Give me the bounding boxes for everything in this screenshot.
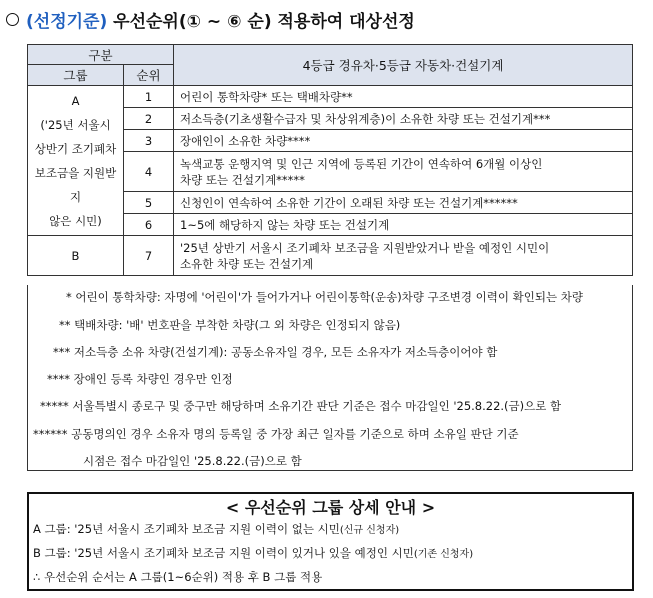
footnote bbox=[33, 426, 519, 442]
footnote-mark: **** bbox=[47, 372, 70, 386]
rank-cell: 3 bbox=[124, 130, 174, 152]
footnote bbox=[40, 398, 561, 414]
footnote-text: 공동명의인 경우 소유자 명의 등록일 중 가장 최근 일자를 기준으로 하며 소유일 판단 기준 bbox=[71, 427, 519, 441]
guide-a-sub: (신규 신청자) bbox=[339, 525, 400, 536]
guide-title: < 우선순위 그룹 상세 안내 > bbox=[225, 498, 436, 517]
priority-table bbox=[27, 44, 633, 276]
footnote-text: 장애인 등록 차량인 경우만 인정 bbox=[73, 372, 233, 386]
rank-cell: 5 bbox=[124, 192, 174, 214]
desc-cell: 신청인이 연속하여 소유한 기간이 오래된 차량 또는 건설기계****** bbox=[174, 192, 633, 214]
footnotes bbox=[27, 285, 633, 471]
footnote-mark: ** bbox=[59, 318, 71, 332]
footnote bbox=[47, 371, 233, 387]
title-keyword: (선정기준) bbox=[26, 12, 108, 32]
rank-cell: 6 bbox=[124, 214, 174, 236]
circle-bullet-icon bbox=[6, 13, 19, 26]
footnote bbox=[66, 289, 583, 305]
table-row bbox=[28, 236, 633, 276]
rank-cell: 1 bbox=[124, 86, 174, 108]
desc-cell: 1~5에 해당하지 않는 차량 또는 건설기계 bbox=[174, 214, 633, 236]
footnote bbox=[53, 344, 497, 360]
desc-line: '25년 상반기 서울시 조기폐차 보조금을 지원받았거나 받을 예정인 시민이 bbox=[180, 240, 550, 255]
group-a-line: 않은 시민) bbox=[49, 213, 102, 228]
title-text: 우선순위(① ~ ⑥ 순) 적용하여 대상선정 bbox=[113, 12, 415, 32]
header-group: 그룹 bbox=[28, 65, 124, 86]
table-row bbox=[28, 86, 633, 108]
group-a-line: 상반기 조기폐차 bbox=[34, 141, 117, 156]
desc-cell bbox=[174, 236, 633, 276]
guide-b-main: B 그룹: '25년 서울시 조기폐차 보조금 지원 이력이 있거나 있을 예정인 시민 bbox=[33, 546, 414, 560]
header-target: 4등급 경유차·5등급 자동차·건설기계 bbox=[174, 45, 633, 86]
desc-cell: 장애인이 소유한 차량**** bbox=[174, 130, 633, 152]
group-a-line: ('25년 서울시 bbox=[40, 117, 111, 132]
rank-cell: 7 bbox=[124, 236, 174, 276]
guide-a-main: A 그룹: '25년 서울시 조기폐차 보조금 지원 이력이 없는 시민 bbox=[33, 522, 340, 536]
desc-cell: 어린이 통학차량* 또는 택배차량** bbox=[174, 86, 633, 108]
desc-line: 차량 또는 건설기계***** bbox=[180, 172, 305, 187]
footnote-continuation: 시점은 접수 마감일인 '25.8.22.(금)으로 함 bbox=[83, 454, 302, 468]
footnote-text: 서울특별시 종로구 및 중구만 해당하며 소유기간 판단 기준은 접수 마감일인 '25.8.22.(금)으로 함 bbox=[72, 399, 562, 413]
group-a-name: A bbox=[71, 93, 80, 108]
page-title bbox=[6, 7, 415, 32]
rank-cell: 4 bbox=[124, 152, 174, 192]
footnote bbox=[59, 317, 400, 333]
desc-cell: 저소득층(기초생활수급자 및 차상위계층)이 소유한 차량 또는 건설기계*** bbox=[174, 108, 633, 130]
group-b-cell: B bbox=[28, 236, 124, 276]
desc-cell bbox=[174, 152, 633, 192]
footnote-text: 어린이 통학차량: 자명에 '어린이'가 들어가거나 어린이통학(운송)차량 구조변경 이력이 확인되는 차량 bbox=[75, 290, 583, 304]
desc-line: 녹색교통 운행지역 및 인근 지역에 등록된 기간이 연속하여 6개월 이상인 bbox=[180, 156, 543, 171]
footnote-text: 택배차량: '배' 번호판을 부착한 차량(그 외 차량은 인정되지 않음) bbox=[74, 318, 401, 332]
group-a-line: 보조금을 지원받지 bbox=[34, 165, 117, 204]
footnote-mark: *** bbox=[53, 345, 71, 359]
rank-cell: 2 bbox=[124, 108, 174, 130]
priority-guide-box bbox=[27, 492, 634, 591]
guide-b-sub: (기존 신청자) bbox=[413, 549, 474, 560]
header-division: 구분 bbox=[28, 45, 174, 65]
footnote-mark: ***** bbox=[40, 399, 69, 413]
header-rank: 순위 bbox=[124, 65, 174, 86]
desc-line: 소유한 차량 또는 건설기계 bbox=[180, 256, 314, 271]
group-a-cell bbox=[28, 86, 124, 236]
guide-group-a bbox=[33, 521, 399, 537]
footnote-mark: * bbox=[66, 290, 72, 304]
footnote-mark: ****** bbox=[33, 427, 68, 441]
guide-conclusion: ∴ 우선순위 순서는 A 그룹(1~6순위) 적용 후 B 그룹 적용 bbox=[33, 570, 323, 584]
footnote-text: 저소득층 소유 차량(건설기계): 공동소유자일 경우, 모든 소유자가 저소득층이어야 함 bbox=[73, 345, 498, 359]
guide-group-b bbox=[33, 545, 473, 561]
